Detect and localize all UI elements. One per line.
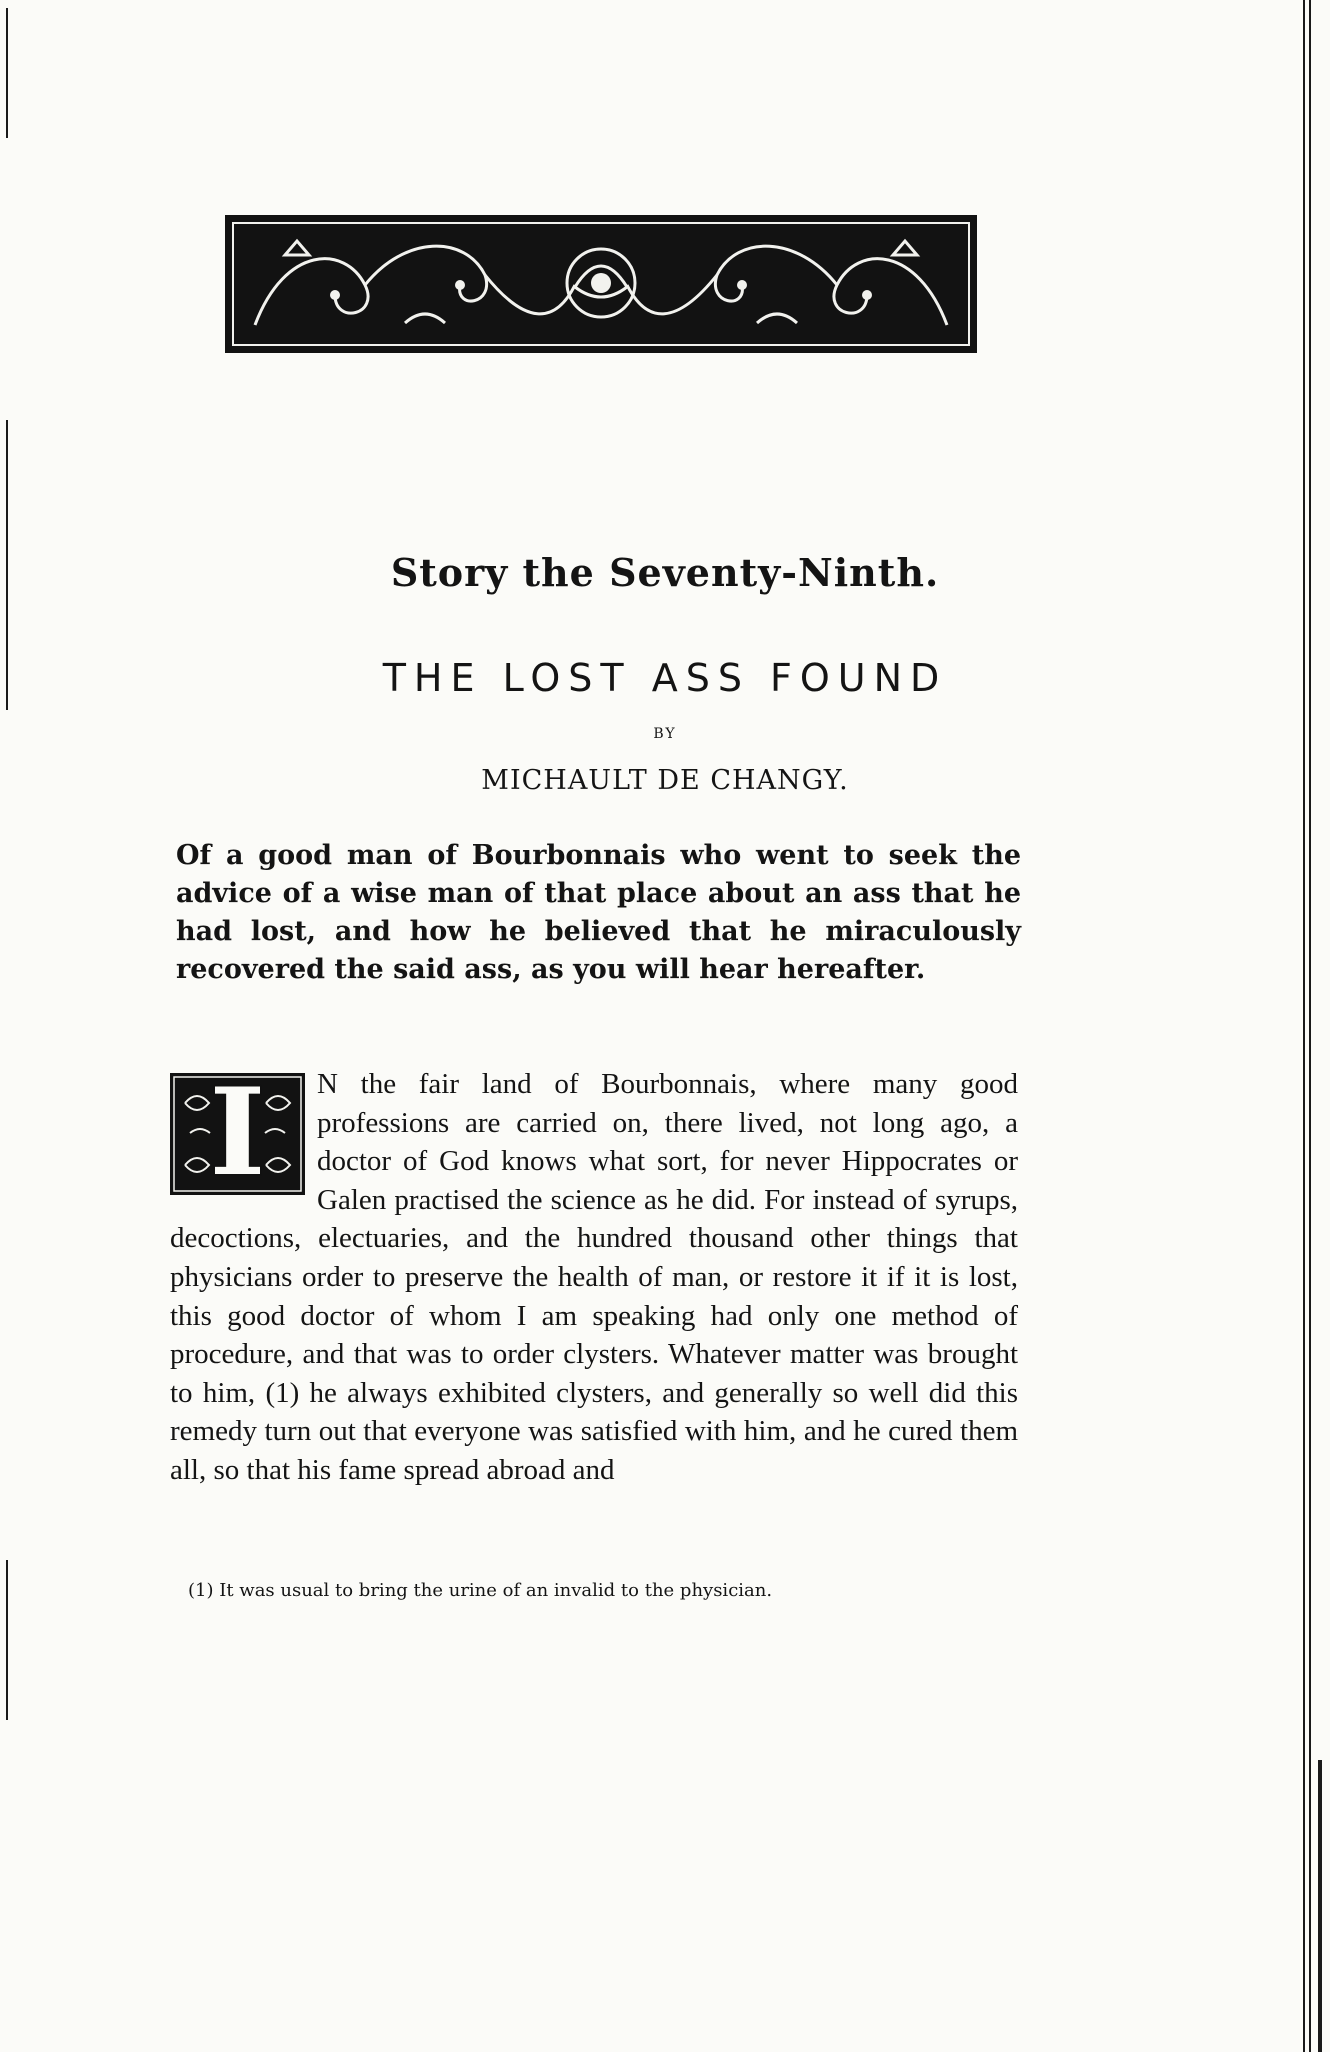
story-body (170, 1062, 1018, 1490)
story-title: THE LOST ASS FOUND (382, 656, 948, 700)
drop-cap-letter: I (209, 1062, 266, 1203)
footnote: (1) It was usual to bring the urine of an invalid to the physician. (188, 1580, 773, 1601)
ornamental-headpiece-band (225, 215, 977, 353)
scan-edge-right-3 (1318, 1760, 1322, 2052)
scan-edge-left-top (6, 8, 8, 138)
scan-edge-left-bottom (6, 1560, 8, 1720)
byline-label: BY (653, 726, 677, 742)
scan-edge-right-2 (1309, 0, 1311, 2052)
story-heading: Story the Seventy-Ninth. (390, 550, 940, 595)
story-summary: Of a good man of Bourbonnais who went to seek the advice of a wise man of that place about an ass that he had lost, and how he believed that he miraculously recovered the said ass, as you will hear hereafter. (176, 840, 1021, 985)
ornament-svg (225, 215, 977, 353)
scan-edge-right-1 (1303, 0, 1305, 2052)
drop-cap-block (170, 1062, 305, 1203)
body-text: N the fair land of Bourbonnais, where many good professions are carried on, there lived, not long ago, a doctor of God knows what sort, for never Hippocrates or Galen practised the science as he did. For instead of syrups, decoctions, electuaries, and the hundred thousand other things that physicians order to preserve the health of man, or restore it if it is lost, this good doctor of whom I am speaking had only one method of procedure, and that was to order clysters. Whatever matter was brought to him, (1) he always exhibited clysters, and generally so well did this remedy turn out that everyone was satisfied with him, and he cured them all, so that his fame spread abroad and (170, 1068, 1018, 1486)
author-name: MICHAULT DE CHANGY. (481, 765, 849, 796)
